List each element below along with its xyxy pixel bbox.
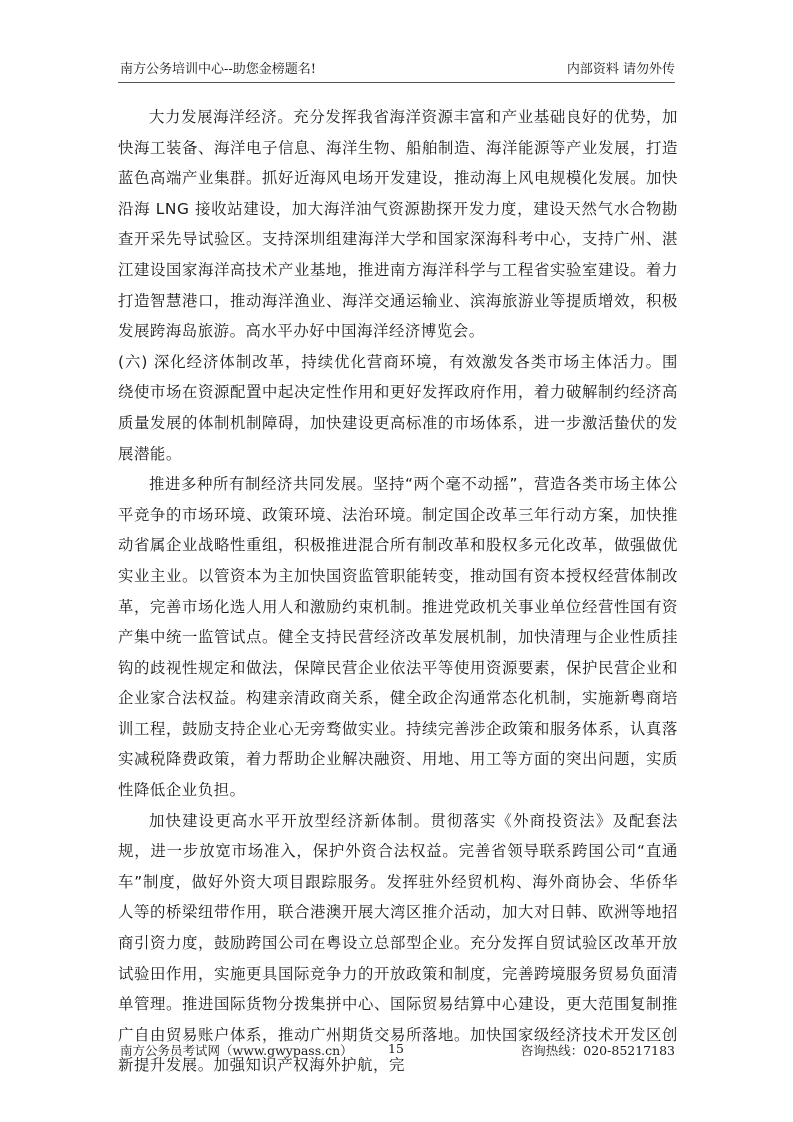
page-number: 15 [388, 1041, 404, 1056]
header-right-text: 内部资料 请勿外传 [566, 62, 675, 77]
paragraph-ownership-economy: 推进多种所有制经济共同发展。坚持“两个毫不动摇”，营造各类市场主体公平竞争的市场环境、政策环境、法治环境。制定国企改革三年行动方案，加快推动省属企业战略性重组，积极推进混合所有制改革和股权多元化改革，做强做优实业主业。以管资本为主加快国资监管职能转变，推动国有资本授权经营体制改革，完善市场化选人用人和激励约束机制。推进党政机关事业单位经营性国有资产集中统一监管试点。健全支持民营经济改革发展机制，加快清理与企业性质挂钩的歧视性规定和做法，保障民营企业依法平等使用资源要素，保护民营企业和企业家合法权益。构建亲清政商关系，健全政企沟通常态化机制，实施新粤商培训工程，鼓励支持企业心无旁骛做实业。持续完善涉企政策和服务体系，认真落实减税降费政策，着力帮助企业解决融资、用地、用工等方面的突出问题，实质性降低企业负担。 [118, 475, 678, 800]
page-footer [120, 1041, 675, 1061]
document-body [118, 102, 678, 1081]
page-header [120, 58, 675, 80]
header-divider [118, 82, 675, 83]
footer-site-text: 南方公务员考试网（www.gwypass.cn） [120, 1043, 353, 1058]
paragraph-open-economy: 加快建设更高水平开放型经济新体制。贯彻落实《外商投资法》及配套法规，进一步放宽市场准入，保护外资合法权益。完善省领导联系跨国公司“直通车”制度，做好外资大项目跟踪服务。发挥驻外经贸机构、海外商协会、华侨华人等的桥梁纽带作用，联合港澳开展大湾区推介活动，加大对日韩、欧洲等地招商引资力度，鼓励跨国公司在粤设立总部型企业。充分发挥自贸试验区改革开放试验田作用，实施更具国际竞争力的开放政策和制度，完善跨境服务贸易负面清单管理。推进国际货物分拨集拼中心、国际贸易结算中心建设，更大范围复制推广自由贸易账户体系，推动广州期货交易所落地。加快国家级经济技术开发区创新提升发展。加强知识产权海外护航，完 [118, 811, 678, 1075]
paragraph-marine-economy: 大力发展海洋经济。充分发挥我省海洋资源丰富和产业基础良好的优势，加快海工装备、海洋电子信息、海洋生物、船舶制造、海洋能源等产业发展，打造蓝色高端产业集群。抓好近海风电场开发建设，推动海上风电规模化发展。加快沿海 LNG 接收站建设，加大海洋油气资源勘探开发力度，建设天然气水合物勘查开采先导试验区。支持深圳组建海洋大学和国家深海科考中心，支持广州、湛江建设国家海洋高技术产业基地，推进南方海洋科学与工程省实验室建设。着力打造智慧港口，推动海洋渔业、海洋交通运输业、滨海旅游业等提质增效，积极发展跨海岛旅游。高水平办好中国海洋经济博览会。 [118, 108, 678, 341]
header-left-text: 南方公务培训中心--助您金榜题名! [120, 62, 317, 77]
footer-hotline-text: 咨询热线：020-85217183 [520, 1043, 675, 1058]
paragraph-section-six-heading: (六) 深化经济体制改革，持续优化营商环境，有效激发各类市场主体活力。围绕使市场在资源配置中起决定性作用和更好发挥政府作用，着力破解制约经济高质量发展的体制机制障碍，加快建设更高标准的市场体系，进一步激活蛰伏的发展潜能。 [118, 352, 678, 463]
